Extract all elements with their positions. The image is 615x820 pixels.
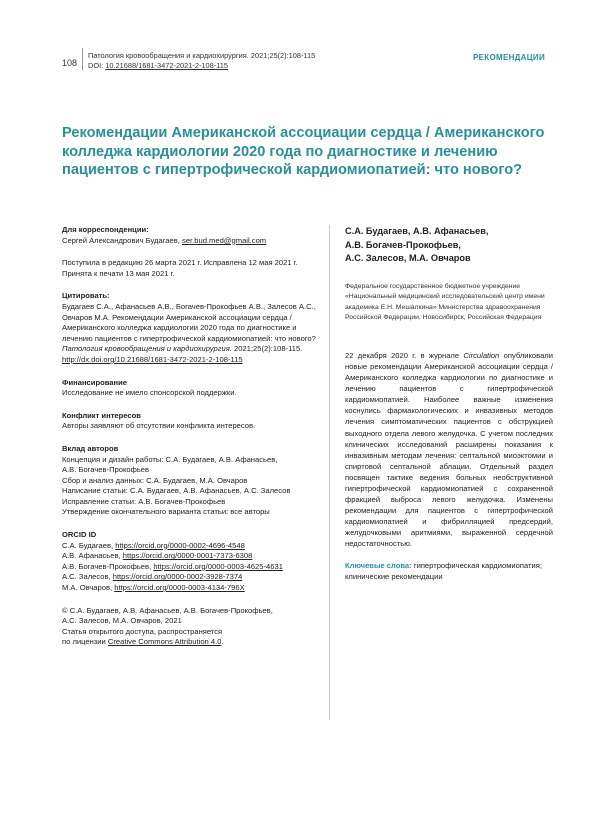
contributions-heading: Вклад авторов xyxy=(62,443,119,453)
column-divider xyxy=(329,225,330,720)
license-suffix: . xyxy=(221,637,224,647)
contribution-line: Сбор и анализ данных: С.А. Будагаев, М.А. Овчаров xyxy=(62,475,248,485)
orcid-link[interactable]: https://orcid.org/0000-0001-7373-6308 xyxy=(122,551,253,561)
dates-line-2: Принята к печати 13 мая 2021 г. xyxy=(62,268,175,278)
citation-body: Будагаев С.А., Афанасьев А.В., Богачев-Прокофьев А.В., Залесов А.С., Овчаров М.А. Рекомендации Американской ассоциации сердца / Американского колледжа кардиологии 2020 года по диагностике и лечению пациентов с гипертрофической кардиомиопатией: что нового? xyxy=(62,301,316,343)
author-line: С.А. Будагаев, А.В. Афанасьев, xyxy=(345,226,489,236)
page-number: 108 xyxy=(62,58,78,68)
contribution-line: Утверждение окончательного варианта статьи: все авторы xyxy=(62,507,270,517)
orcid-link[interactable]: https://orcid.org/0000-0003-4625-4631 xyxy=(153,561,283,571)
dates-block xyxy=(62,258,320,279)
orcid-heading: ORCID ID xyxy=(62,530,97,540)
journal-header xyxy=(88,51,315,71)
author-line: А.В. Богачев-Прокофьев, xyxy=(345,239,461,250)
correspondence-heading: Для корреспонденции: xyxy=(62,225,149,234)
section-label: РЕКОМЕНДАЦИИ xyxy=(473,53,545,62)
header-divider xyxy=(82,48,83,70)
orcid-author: М.А. Овчаров, xyxy=(62,583,113,593)
citation-heading: Цитировать: xyxy=(62,291,110,301)
orcid-item xyxy=(62,583,320,594)
keywords-label: Ключевые слова: xyxy=(345,560,412,570)
orcid-author: С.А. Будагаев, xyxy=(62,540,114,550)
affiliation: Федеральное государственное бюджетное учреждение «Национальный медицинский исследовательский центр имени академика Е.Н. Мешалкина» Министерства здравоохранения Российской Федерации, Новосибирск, Российская Федерация xyxy=(345,282,545,322)
orcid-author: А.С. Залесов, xyxy=(62,572,111,582)
copyright-block xyxy=(62,606,320,648)
orcid-link[interactable]: https://orcid.org/0000-0002-4696-4548 xyxy=(115,540,245,550)
orcid-item xyxy=(62,572,320,583)
abstract-column xyxy=(345,225,553,582)
abstract-intro: 22 декабря 2020 г. в журнале xyxy=(345,350,460,360)
funding-text: Исследование не имело спонсорской поддержки. xyxy=(62,388,237,398)
article-title: Рекомендации Американской ассоциации сердца / Американского колледжа кардиологии 2020 года по диагностике и лечению пациентов с гипертрофической кардиомиопатией: что нового? xyxy=(62,125,545,178)
dates-line-1: Поступила в редакцию 26 марта 2021 г. Исправлена 12 мая 2021 г. xyxy=(62,258,298,268)
contribution-line: А.В. Богачев-Прокофьев xyxy=(62,465,150,475)
orcid-link[interactable]: https://orcid.org/0000-0003-4134-796X xyxy=(114,583,245,593)
correspondence-name: Сергей Александрович Будагаев, xyxy=(62,235,180,245)
citation-block xyxy=(62,291,320,365)
contribution-line: Исправление статьи: А.В. Богачев-Прокофьев xyxy=(62,496,226,506)
citation-url[interactable]: http://dx.doi.org/10.21688/1681-3472-2021-2-108-115 xyxy=(62,354,243,364)
doi-line xyxy=(88,61,315,71)
author-line: А.С. Залесов, М.А. Овчаров xyxy=(345,253,471,263)
citation-text xyxy=(62,302,320,355)
funding-block xyxy=(62,378,320,399)
abstract xyxy=(345,350,553,550)
license-line xyxy=(62,637,320,648)
keywords xyxy=(345,560,553,582)
abstract-journal: Circulation xyxy=(463,350,500,360)
orcid-item xyxy=(62,541,320,552)
doi-label: DOI: xyxy=(88,61,104,70)
conflict-block xyxy=(62,411,320,432)
orcid-author: А.В. Богачев-Прокофьев, xyxy=(62,561,152,571)
conflict-text: Авторы заявляют об отсутствии конфликта интересов. xyxy=(62,421,256,431)
copyright-line: А.С. Залесов, М.А. Овчаров, 2021 xyxy=(62,616,182,626)
copyright-line: Статья открытого доступа, распространяется xyxy=(62,626,223,636)
doi-link[interactable]: 10.21688/1681-3472-2021-2-108-115 xyxy=(105,61,228,70)
correspondence-email[interactable]: ser.bud.med@gmail.com xyxy=(182,235,267,245)
orcid-link[interactable]: https://orcid.org/0000-0002-3928-7374 xyxy=(112,572,243,582)
contributions-block xyxy=(62,444,320,518)
license-prefix: по лицензии xyxy=(62,637,106,647)
contribution-line: Концепция и дизайн работы: С.А. Будагаев, А.В. Афанасьев, xyxy=(62,454,278,464)
citation-issue: 2021;25(2):108-115. xyxy=(234,344,303,354)
citation-journal: Патология кровообращения и кардиохирургия. xyxy=(62,344,232,354)
correspondence-block xyxy=(62,225,320,246)
license-link[interactable]: Creative Commons Attribution 4.0 xyxy=(107,637,222,647)
journal-citation: Патология кровообращения и кардиохирургия. 2021;25(2):108-115 xyxy=(88,51,316,60)
correspondence-line xyxy=(62,236,320,247)
orcid-item xyxy=(62,551,320,562)
author-list xyxy=(345,225,553,266)
orcid-item xyxy=(62,562,320,573)
contribution-line: Написание статьи: С.А. Будагаев, А.В. Афанасьев, А.С. Залесов xyxy=(62,486,291,496)
conflict-heading: Конфликт интересов xyxy=(62,410,141,420)
abstract-text: опубликовали новые рекомендации Американской ассоциации сердца / Американского колледжа кардиологии по диагностике и лечению пациентов с гипертрофической кардиомиопатией. Наиболее важные изменения коснулись фармакологических и инвазивных методов лечения симптоматических пациентов с обструкцией выходного отдела левого желудочка. С учетом последних клинических исследований расширены показания к инвазивным методам лечения: септальной миоэктомии и спиртовой септальной аблации. Отдельный раздел посвящен тактике ведения больных необструктивной гипертрофической кардиомиопатией с сохраненной фракцией выброса левого желудочка. Изменены рекомендации для пациентов с гипертрофической кардиомиопатией и фибрилляцией предсердий, желудочковыми аритмиями, выраженной сердечной недостаточностью. xyxy=(345,350,553,549)
orcid-author: А.В. Афанасьев, xyxy=(62,551,121,561)
article-metadata xyxy=(62,225,320,660)
keywords-text: гипертрофическая кардиомиопатия; клинические рекомендации xyxy=(345,560,542,581)
copyright-line: © С.А. Будагаев, А.В. Афанасьев, А.В. Богачев-Прокофьев, xyxy=(62,605,273,615)
funding-heading: Финансирование xyxy=(62,377,127,387)
orcid-block xyxy=(62,530,320,594)
